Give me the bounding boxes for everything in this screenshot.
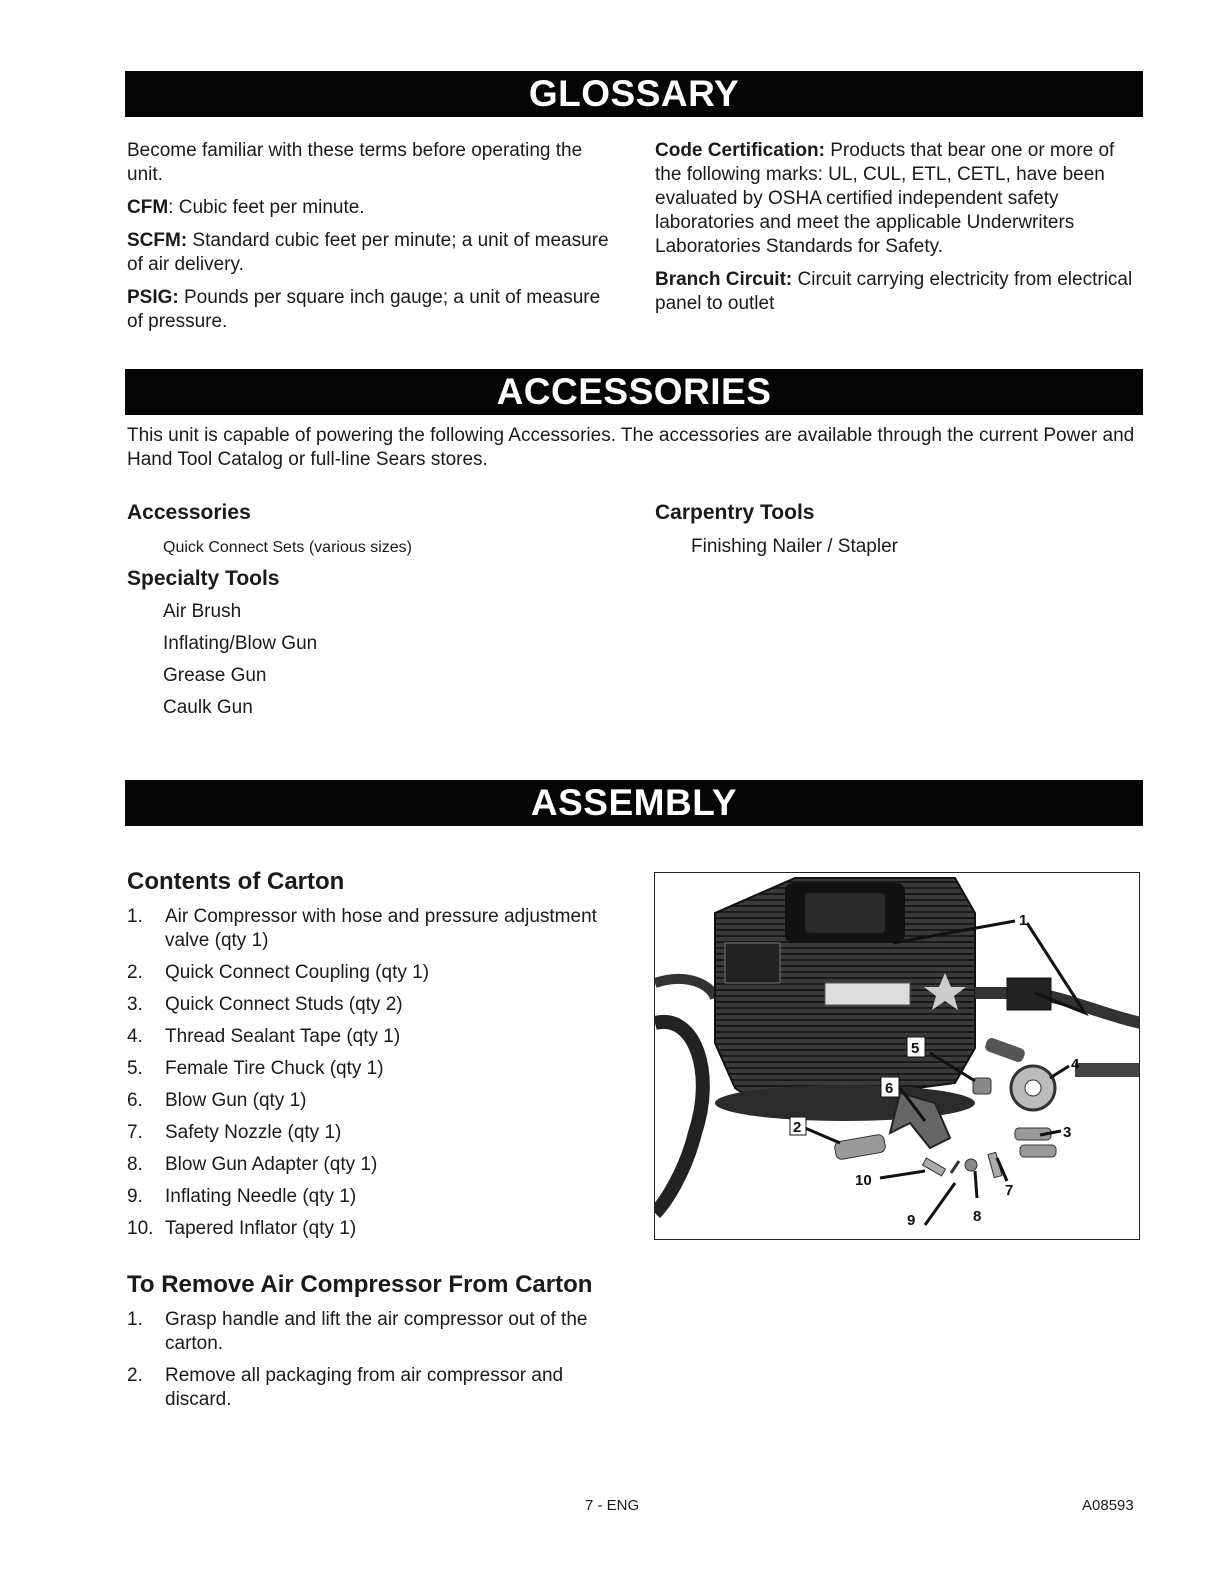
term-label: Branch Circuit:: [655, 269, 793, 290]
brand-label: [825, 983, 910, 1005]
glossary-left-column: [127, 139, 619, 343]
term-definition: Standard cubic feet per minute; a unit of measure of air delivery.: [127, 230, 609, 275]
specialty-tool-item: Air Brush: [163, 601, 242, 622]
callout-1: 1: [1019, 912, 1028, 929]
term-label: SCFM:: [127, 230, 188, 251]
term-separator: :: [168, 197, 174, 218]
list-item: [127, 1057, 597, 1081]
glossary-intro: Become familiar with these terms before operating the unit.: [127, 140, 583, 185]
glossary-term-branch-circuit: [655, 268, 1140, 316]
callout-10: 10: [855, 1172, 872, 1189]
list-text: Remove all packaging from air compressor and discard.: [165, 1365, 564, 1410]
accessory-item: Quick Connect Sets (various sizes): [163, 539, 412, 556]
leader-line-4: [1050, 1066, 1069, 1078]
quick-connect-stud: [1020, 1145, 1056, 1157]
contents-of-carton-heading: Contents of Carton: [127, 868, 345, 895]
carpentry-tool-item: Finishing Nailer / Stapler: [691, 536, 898, 557]
leader-line-9: [925, 1183, 955, 1225]
control-panel: [725, 943, 780, 983]
list-item: [127, 1308, 597, 1356]
leader-line-10: [880, 1171, 925, 1178]
callout-9: 9: [907, 1212, 916, 1229]
list-number: 1.: [127, 906, 143, 927]
list-text: Quick Connect Studs (qty 2): [165, 994, 403, 1015]
carton-contents-figure: [654, 872, 1140, 1240]
page-number: 7 - ENG: [585, 1497, 640, 1514]
carpentry-tools-heading: Carpentry Tools: [655, 501, 815, 524]
list-number: 4.: [127, 1026, 143, 1047]
accessories-group-heading: Accessories: [127, 501, 251, 524]
compressor-illustration: [655, 873, 1140, 1240]
thread-tape-roll: [984, 1037, 1026, 1064]
list-number: 2.: [127, 1365, 143, 1386]
list-number: 1.: [127, 1309, 143, 1330]
remove-steps-list: [127, 1308, 597, 1412]
list-text: Safety Nozzle (qty 1): [165, 1122, 342, 1143]
callout-3: 3: [1063, 1124, 1072, 1141]
list-text: Female Tire Chuck (qty 1): [165, 1058, 384, 1079]
callout-2: 2: [793, 1119, 802, 1136]
list-item: [127, 1185, 597, 1209]
term-label: Code Certification:: [655, 140, 825, 161]
list-item: [127, 1089, 597, 1113]
list-number: 7.: [127, 1122, 143, 1143]
specialty-tool-item: Grease Gun: [163, 665, 267, 686]
accessories-banner: ACCESSORIES: [125, 369, 1143, 415]
glossary-term-cfm: [127, 196, 619, 220]
list-item: [127, 1217, 597, 1241]
specialty-tools-heading: Specialty Tools: [127, 567, 280, 590]
callout-4: 4: [1071, 1056, 1080, 1073]
list-item: [127, 1025, 597, 1049]
glossary-right-column: [655, 139, 1140, 325]
term-definition: Pounds per square inch gauge; a unit of measure of pressure.: [127, 287, 601, 332]
list-number: 2.: [127, 962, 143, 983]
list-item: [127, 1153, 597, 1177]
list-number: 5.: [127, 1058, 143, 1079]
document-code: A08593: [1082, 1497, 1134, 1514]
list-text: Blow Gun Adapter (qty 1): [165, 1154, 378, 1175]
term-label: CFM: [127, 197, 169, 218]
list-item: [127, 1364, 597, 1412]
callout-7: 7: [1005, 1182, 1014, 1199]
quick-connect-coupling: [834, 1134, 886, 1160]
leader-line-8: [975, 1171, 977, 1198]
list-text: Blow Gun (qty 1): [165, 1090, 307, 1111]
term-definition: Circuit carrying electricity from electrical panel to outlet: [655, 269, 1133, 314]
list-text: Thread Sealant Tape (qty 1): [165, 1026, 401, 1047]
tapered-inflator: [922, 1158, 945, 1176]
list-item: [127, 1121, 597, 1145]
handle-grip: [805, 893, 885, 933]
list-number: 10.: [127, 1218, 154, 1239]
accessories-intro: This unit is capable of powering the following Accessories. The accessories are available through the current Power and Hand Tool Catalog or full-line Sears stores.: [127, 425, 1135, 470]
list-text: Tapered Inflator (qty 1): [165, 1218, 357, 1239]
specialty-tool-item: Inflating/Blow Gun: [163, 633, 318, 654]
tire-chuck: [973, 1078, 991, 1094]
list-text: Grasp handle and lift the air compressor out of the carton.: [165, 1309, 588, 1354]
list-item: [127, 961, 597, 985]
inflating-needle: [951, 1161, 959, 1173]
glossary-term-scfm: [127, 229, 619, 277]
assembly-banner: ASSEMBLY: [125, 780, 1143, 826]
callout-8: 8: [973, 1208, 982, 1225]
list-item: [127, 905, 597, 953]
outlet-hose: [975, 993, 1140, 1023]
callout-6: 6: [885, 1080, 894, 1097]
list-item: [127, 993, 597, 1017]
remove-from-carton-heading: To Remove Air Compressor From Carton: [127, 1271, 593, 1298]
list-number: 9.: [127, 1186, 143, 1207]
leader-line-2: [805, 1128, 840, 1143]
hose-section: [655, 979, 715, 998]
glossary-term-code-certification: [655, 139, 1140, 259]
list-text: Air Compressor with hose and pressure adjustment valve (qty 1): [165, 906, 597, 951]
list-number: 6.: [127, 1090, 143, 1111]
term-definition: Products that bear one or more of the following marks: UL, CUL, ETL, CETL, have been evaluated by OSHA certified independent safety laboratories and meet the applicable Underwriters Laboratories Standards for Safety.: [655, 140, 1115, 257]
term-label: PSIG:: [127, 287, 179, 308]
contents-list: [127, 905, 597, 1241]
tape-core: [1025, 1080, 1041, 1096]
pressure-valve: [1007, 978, 1051, 1010]
callout-5: 5: [911, 1040, 920, 1057]
list-text: Inflating Needle (qty 1): [165, 1186, 357, 1207]
list-number: 8.: [127, 1154, 143, 1175]
glossary-banner: GLOSSARY: [125, 71, 1143, 117]
hose-coil: [655, 1022, 703, 1213]
list-text: Quick Connect Coupling (qty 1): [165, 962, 430, 983]
list-number: 3.: [127, 994, 143, 1015]
blow-gun-adapter: [965, 1159, 977, 1171]
term-definition: Cubic feet per minute.: [173, 197, 365, 218]
glossary-term-psig: [127, 286, 619, 334]
tapered-part: [1075, 1063, 1140, 1077]
specialty-tool-item: Caulk Gun: [163, 697, 253, 718]
